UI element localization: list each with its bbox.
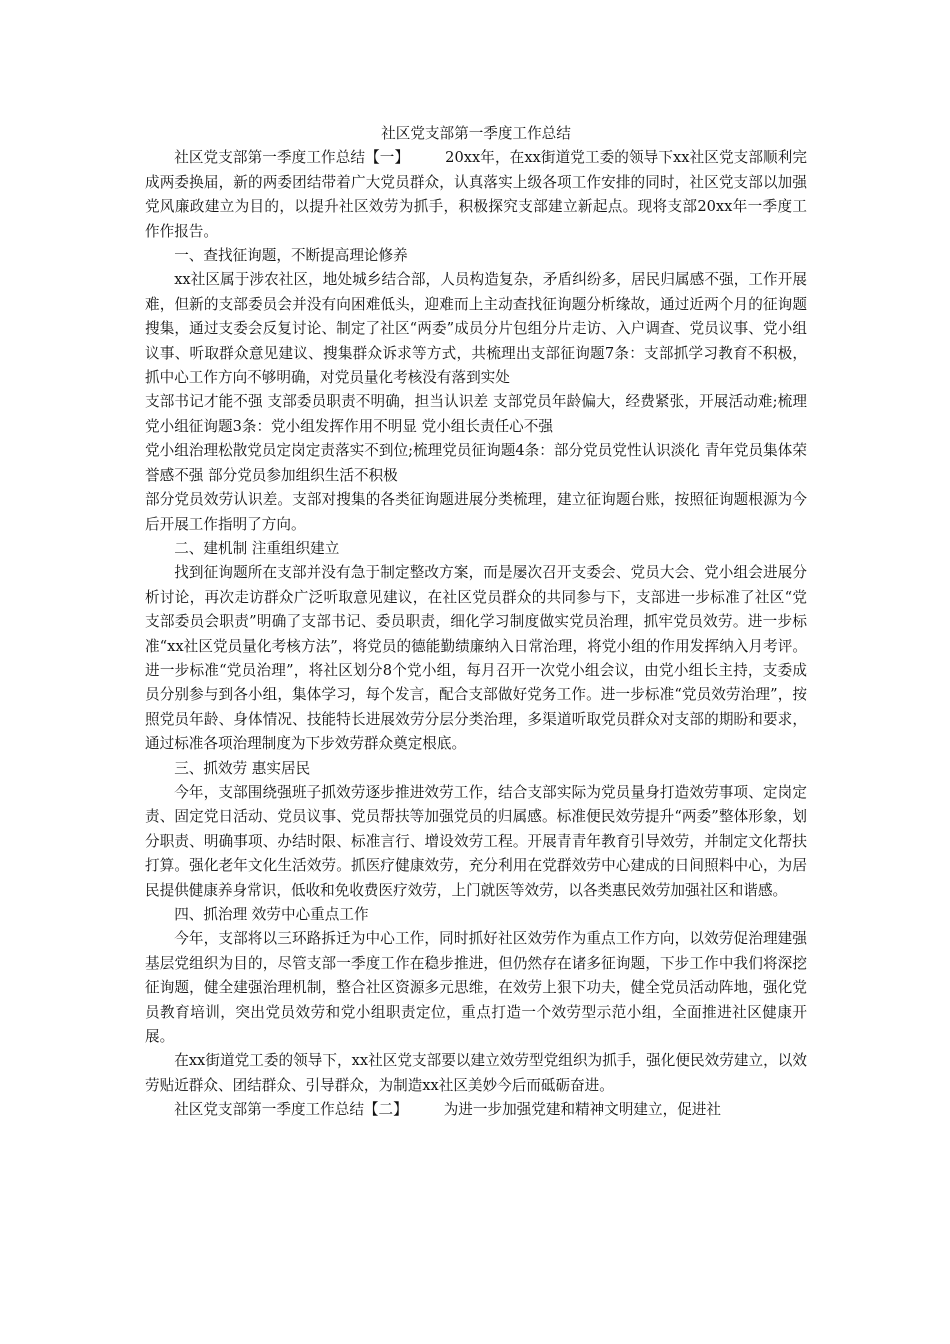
section-4-title: 四、抓治理 效劳中心重点工作 <box>174 906 369 923</box>
section-1-paragraph-1: xx社区属于涉农社区，地处城乡结合部，人员构造复杂，矛盾纠纷多，居民归属感不强，工作开展难，但新的支部委员会并没有向困难低头，迎难而上主动查找征询题分析缘故，通过近两个月的征询题搜集，通过支委会反复讨论、制定了社区“两委”成员分片包组分片走访、入户调查、党员议事、党小组议事、听取群众意见建议、搜集群众诉求等方式，共梳理出支部征询题7条：支部抓学习教育不积极，抓中心工作方向不够明确，对党员量化考核没有落到实处 <box>145 271 807 387</box>
part1-intro-paragraph <box>145 146 807 244</box>
section-3-title: 三、抓效劳 惠实居民 <box>174 759 311 777</box>
document-title: 社区党支部第一季度工作总结 <box>381 125 571 142</box>
part1-intro-text: 20xx年，在xx街道党工委的领导下xx社区党支部顺利完成两委换届，新的两委团结带着广大党员群众，认真落实上级各项工作安排的同时，社区党支部以加强党风廉政建立为目的，以提升社区效劳为抓手，积极探究支部建立新起点。现将支部20xx年一季度工作作报告。 <box>145 149 807 240</box>
document-page <box>145 122 807 1123</box>
section-2-title: 二、建机制 注重组织建立 <box>174 539 340 557</box>
section-2-paragraph-1: 找到征询题所在支部并没有急于制定整改方案，而是屡次召开支委会、党员大会、党小组会进展分析讨论，再次走访群众广泛听取意见建议，在社区党员群众的共同参与下，支部进一步标准了社区“党支部委员会职责”明确了支部书记、委员职责，细化学习制度做实党员治理，抓牢党员效劳。进一步标准“xx社区党员量化考核方法”，将党员的德能勤绩廉纳入日常治理，将党小组的作用发挥纳入月考评。进一步标准“党员治理”，将社区划分8个党小组，每月召开一次党小组会议，由党小组长主持，支委成员分别参与到各小组，集体学习，每个发言，配合支部做好党务工作。进一步标准“党员效劳治理”，按照党员年龄、身体情况、技能特长进展效劳分层分类治理，多渠道听取党员群众对支部的期盼和要求，通过标准各项治理制度为下步效劳群众奠定根底。 <box>145 564 807 753</box>
section-1-paragraph-4: 部分党员效劳认识差。支部对搜集的各类征询题进展分类梳理，建立征询题台账，按照征询题根源为今后开展工作指明了方向。 <box>145 491 807 533</box>
section-1-paragraph-2: 支部书记才能不强 支部委员职责不明确，担当认识差 支部党员年龄偏大，经费紧张，开展活动难;梳理党小组征询题3条：党小组发挥作用不明显 党小组长责任心不强 <box>145 393 807 435</box>
section-4-paragraph-2: 在xx街道党工委的领导下，xx社区党支部要以建立效劳型党组织为抓手，强化便民效劳建立，以效劳贴近群众、团结群众、引导群众，为制造xx社区美妙今后而砥砺奋进。 <box>145 1052 807 1094</box>
part2-heading: 社区党支部第一季度工作总结【二】 <box>174 1101 408 1119</box>
section-1-paragraph-3: 党小组治理松散党员定岗定责落实不到位;梳理党员征询题4条：部分党员党性认识淡化 青年党员集体荣誉感不强 部分党员参加组织生活不积极 <box>145 442 807 484</box>
section-4-paragraph-1: 今年，支部将以三环路拆迁为中心工作，同时抓好社区效劳作为重点工作方向，以效劳促治理建强基层党组织为目的，尽管支部一季度工作在稳步推进，但仍然存在诸多征询题，下步工作中我们将深挖征询题，健全建强治理机制，整合社区资源多元思维，在效劳上狠下功夫，健全党员活动阵地，强化党员教育培训，突出党员效劳和党小组职责定位，重点打造一个效劳型示范小组，全面推进社区健康开展。 <box>145 930 807 1046</box>
section-3-paragraph-1: 今年，支部围绕强班子抓效劳逐步推进效劳工作，结合支部实际为党员量身打造效劳事项、定岗定责、固定党日活动、党员议事、党员帮扶等加强党员的归属感。标准便民效劳提升“两委”整体形象，划分职责、明确事项、办结时限、标准言行、增设效劳工程。开展青青年教育引导效劳，并制定文化帮扶打算。强化老年文化生活效劳。抓医疗健康效劳，充分利用在党群效劳中心建成的日间照料中心，为居民提供健康养身常识，低收和免收费医疗效劳，上门就医等效劳，以各类惠民效劳加强社区和谐感。 <box>145 783 807 899</box>
section-1-title: 一、查找征询题，不断提高理论修养 <box>174 247 408 265</box>
part2-intro-paragraph <box>145 1098 807 1122</box>
part1-heading: 社区党支部第一季度工作总结【一】 <box>174 149 410 167</box>
part2-intro-text: 为进一步加强党建和精神文明建立，促进社 <box>443 1101 721 1119</box>
